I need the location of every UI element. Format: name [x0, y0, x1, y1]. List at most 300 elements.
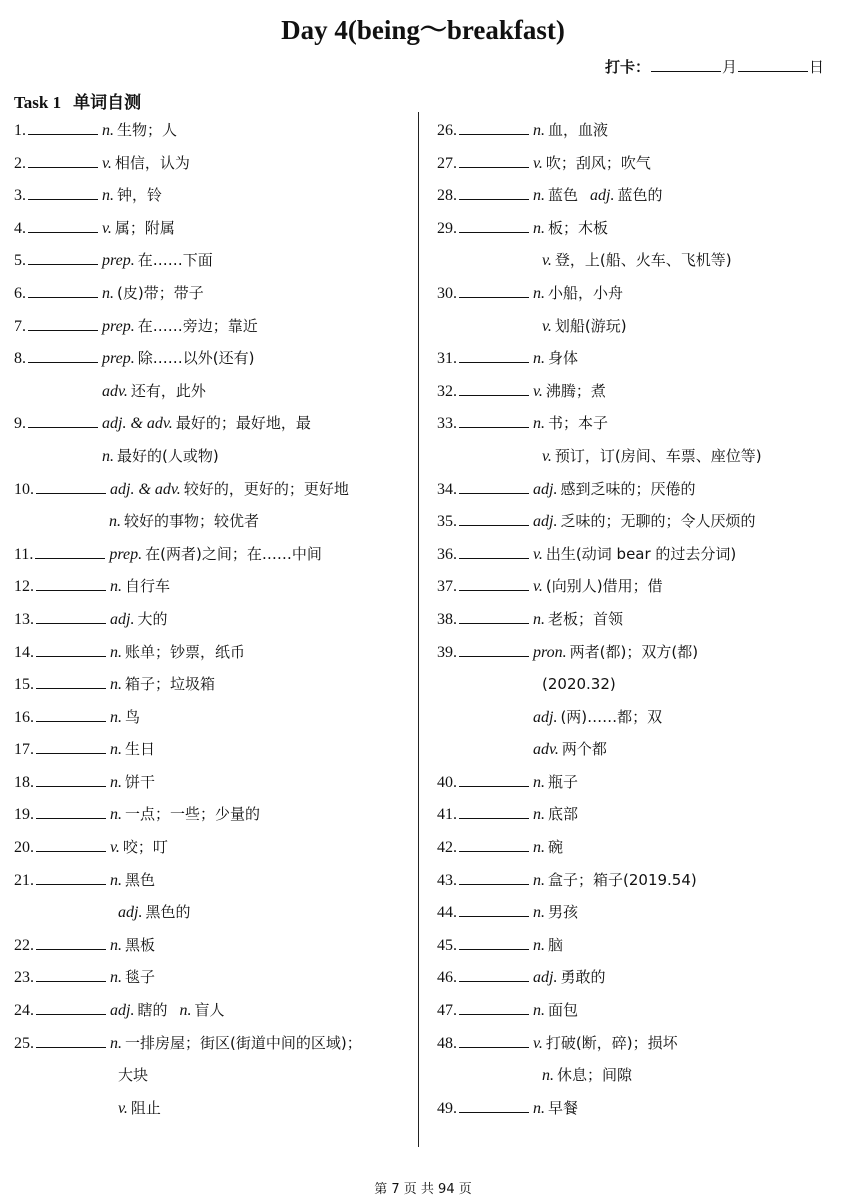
entry-number: 9. — [14, 415, 26, 433]
answer-blank[interactable] — [459, 902, 529, 917]
answer-blank[interactable] — [36, 642, 106, 657]
entry-number: 14. — [14, 643, 34, 661]
word-entry-continuation — [14, 377, 414, 410]
part-of-speech: n. — [533, 871, 545, 889]
part-of-speech: v. — [533, 545, 543, 563]
entry-number: 18. — [14, 773, 34, 791]
definition-text: 登，上(船、火车、飞机等) — [554, 251, 732, 270]
part-of-speech: n. — [533, 773, 545, 791]
definition-text: 一点；一些；少量的 — [125, 805, 261, 824]
definition-text: 男孩 — [548, 903, 579, 922]
part-of-speech: n. — [109, 513, 121, 531]
definition-text: 早餐 — [548, 1098, 579, 1117]
word-entry — [437, 475, 842, 508]
entry-number: 5. — [14, 252, 26, 270]
entry-number: 40. — [437, 773, 457, 791]
part-of-speech: adv. — [102, 382, 128, 400]
word-entry-continuation — [14, 1061, 414, 1094]
part-of-speech: adj. — [533, 513, 558, 531]
definition-text: 蓝色的 — [617, 186, 663, 205]
definition-text: 黑色 — [125, 870, 156, 889]
entry-number: 3. — [14, 187, 26, 205]
answer-blank[interactable] — [459, 1000, 529, 1015]
definition-text: (2020.32) — [542, 675, 616, 694]
answer-blank[interactable] — [36, 739, 106, 754]
definition-text: 大的 — [137, 609, 168, 628]
answer-blank[interactable] — [459, 804, 529, 819]
word-entry — [437, 572, 842, 605]
definition-text: 还有，此外 — [130, 381, 206, 400]
definition-text: 大块 — [118, 1066, 149, 1085]
definition-text: 盲人 — [194, 1001, 225, 1020]
entry-number: 19. — [14, 806, 34, 824]
part-of-speech: adj. & adv. — [110, 480, 181, 498]
definition-text: 除……以外(还有) — [137, 349, 255, 368]
part-of-speech: n. — [533, 219, 545, 237]
answer-blank[interactable] — [28, 283, 98, 298]
word-entry — [437, 540, 842, 573]
word-entry — [437, 898, 842, 931]
answer-blank[interactable] — [459, 283, 529, 298]
part-of-speech: n. — [102, 284, 114, 302]
answer-blank[interactable] — [459, 479, 529, 494]
entry-number: 13. — [14, 610, 34, 628]
entry-number: 1. — [14, 122, 26, 139]
definition-text: 书；本子 — [548, 414, 609, 433]
word-entry — [437, 800, 842, 833]
entry-number: 22. — [14, 936, 34, 954]
answer-blank[interactable] — [459, 413, 529, 428]
part-of-speech: n. — [533, 284, 545, 302]
entry-number: 24. — [14, 1002, 34, 1020]
answer-blank[interactable] — [459, 935, 529, 950]
answer-blank[interactable] — [36, 479, 106, 494]
word-entry — [437, 866, 842, 899]
part-of-speech: n. — [110, 741, 122, 759]
word-entry — [437, 279, 842, 312]
word-entry — [14, 181, 414, 214]
part-of-speech: n. — [533, 839, 545, 857]
definition-text: 账单；钞票，纸币 — [125, 642, 246, 661]
entry-number: 31. — [437, 350, 457, 368]
right-word-column — [437, 116, 842, 1126]
part-of-speech: v. — [533, 154, 543, 172]
part-of-speech: n. — [110, 643, 122, 661]
answer-blank[interactable] — [28, 153, 98, 168]
entry-number: 42. — [437, 839, 457, 857]
part-of-speech: n. — [110, 806, 122, 824]
answer-blank[interactable] — [28, 316, 98, 331]
part-of-speech: prep. — [109, 545, 143, 563]
part-of-speech: adj. — [118, 904, 143, 922]
definition-text: (两)……都；双 — [560, 707, 663, 726]
definition-text: 箱子；垃圾箱 — [125, 675, 216, 694]
word-entry — [437, 963, 842, 996]
check-in-label: 打卡： — [604, 58, 650, 76]
word-entry — [14, 800, 414, 833]
part-of-speech: v. — [102, 219, 112, 237]
entry-number: 17. — [14, 741, 34, 759]
word-entry — [437, 344, 842, 377]
word-entry — [437, 931, 842, 964]
word-entry — [14, 312, 414, 345]
word-entry — [14, 735, 414, 768]
part-of-speech: n. — [533, 187, 545, 205]
entry-number: 41. — [437, 806, 457, 824]
definition-text: 板；木板 — [548, 218, 609, 237]
word-entry — [437, 409, 842, 442]
answer-blank[interactable] — [459, 772, 529, 787]
answer-blank[interactable] — [28, 185, 98, 200]
word-entry-continuation — [437, 735, 842, 768]
part-of-speech: n. — [533, 610, 545, 628]
word-entry — [437, 149, 842, 182]
entry-number: 46. — [437, 969, 457, 987]
page-title: Day 4(being～breakfast) — [281, 15, 565, 45]
word-entry — [14, 833, 414, 866]
word-entry-continuation — [14, 442, 414, 475]
word-entry — [14, 996, 414, 1029]
definition-text: 休息；间隙 — [557, 1066, 633, 1085]
answer-blank[interactable] — [36, 1000, 106, 1015]
part-of-speech: adv. — [533, 741, 559, 759]
word-entry — [437, 605, 842, 638]
part-of-speech: v. — [542, 317, 552, 335]
entry-number: 37. — [437, 578, 457, 596]
entry-number: 4. — [14, 219, 26, 237]
definition-text: 蓝色 — [548, 186, 579, 205]
definition-text: 小船，小舟 — [548, 283, 624, 302]
entry-number: 12. — [14, 578, 34, 596]
word-entry-continuation — [437, 1061, 842, 1094]
entry-number: 48. — [437, 1034, 457, 1052]
word-entry — [14, 638, 414, 671]
entry-number: 8. — [14, 350, 26, 368]
entry-number: 47. — [437, 1002, 457, 1020]
entry-number: 23. — [14, 969, 34, 987]
definition-text: 勇敢的 — [560, 968, 606, 987]
part-of-speech: v. — [533, 382, 543, 400]
definition-text: 两者(都)；双方(都) — [569, 642, 699, 661]
word-entry — [437, 116, 842, 149]
part-of-speech: n. — [533, 904, 545, 922]
answer-blank[interactable] — [36, 674, 106, 689]
part-of-speech: v. — [542, 447, 552, 465]
word-entry — [14, 670, 414, 703]
entry-number: 36. — [437, 545, 457, 563]
word-entry — [14, 475, 414, 508]
answer-blank[interactable] — [36, 609, 106, 624]
definition-text: 饼干 — [125, 772, 156, 791]
entry-number: 20. — [14, 839, 34, 857]
part-of-speech: v. — [102, 154, 112, 172]
entry-number: 28. — [437, 187, 457, 205]
answer-blank[interactable] — [459, 185, 529, 200]
left-word-column — [14, 116, 414, 1126]
word-entry-continuation — [437, 670, 842, 703]
definition-text: 较好的，更好的；更好地 — [183, 479, 349, 498]
definition-text: 在(两者)之间；在……中间 — [145, 544, 322, 563]
definition-text: 最好的；最好地，最 — [175, 414, 311, 433]
entry-number: 49. — [437, 1099, 457, 1117]
word-entry — [437, 833, 842, 866]
task-number: Task 1 — [14, 93, 62, 112]
entry-number: 33. — [437, 415, 457, 433]
part-of-speech: adj. — [110, 610, 135, 628]
definition-text: 盒子；箱子(2019.54) — [548, 870, 697, 889]
definition-text: (向别人)借用；借 — [545, 577, 663, 596]
part-of-speech: n. — [533, 350, 545, 368]
answer-blank[interactable] — [459, 511, 529, 526]
word-entry — [14, 866, 414, 899]
word-entry — [437, 1094, 842, 1127]
month-blank[interactable] — [651, 57, 721, 72]
entry-number: 6. — [14, 284, 26, 302]
answer-blank[interactable] — [459, 1098, 529, 1113]
answer-blank[interactable] — [459, 967, 529, 982]
word-entry — [14, 1029, 414, 1062]
entry-number: 11. — [14, 545, 34, 563]
definition-text: 两个都 — [561, 740, 607, 759]
answer-blank[interactable] — [459, 381, 529, 396]
part-of-speech: v. — [533, 578, 543, 596]
entry-number: 39. — [437, 643, 457, 661]
part-of-speech: adj. — [110, 1002, 135, 1020]
answer-blank[interactable] — [28, 348, 98, 363]
part-of-speech: n. — [110, 708, 122, 726]
word-entry — [14, 279, 414, 312]
word-entry — [437, 996, 842, 1029]
definition-text: 最好的(人或物) — [117, 446, 219, 465]
definition-text: 鸟 — [125, 707, 141, 726]
word-entry — [14, 116, 414, 149]
answer-blank[interactable] — [36, 804, 106, 819]
word-entry-continuation — [14, 898, 414, 931]
word-entry — [437, 181, 842, 214]
month-label: 月 — [721, 58, 737, 76]
page-footer: 第 7 页 共 94 页 — [374, 1182, 472, 1197]
part-of-speech: n. — [110, 936, 122, 954]
answer-blank[interactable] — [459, 153, 529, 168]
part-of-speech: adj. — [533, 708, 558, 726]
definition-text: 面包 — [548, 1001, 579, 1020]
definition-text: 相信，认为 — [114, 153, 190, 172]
definition-text: 钟，铃 — [117, 186, 163, 205]
part-of-speech: v. — [533, 1034, 543, 1052]
part-of-speech: v. — [542, 252, 552, 270]
part-of-speech: n. — [533, 936, 545, 954]
definition-text: 碗 — [548, 838, 564, 857]
definition-text: 脑 — [548, 935, 564, 954]
word-entry — [14, 931, 414, 964]
definition-text: 吹；刮风；吹气 — [545, 153, 651, 172]
entry-number: 10. — [14, 480, 34, 498]
entry-number: 44. — [437, 904, 457, 922]
definition-text: 打破(断，碎)；损坏 — [545, 1033, 678, 1052]
answer-blank[interactable] — [459, 1033, 529, 1048]
task-heading — [14, 88, 141, 113]
part-of-speech: n. — [179, 1002, 192, 1020]
word-entry-continuation — [437, 442, 842, 475]
definition-text: 生物；人 — [117, 121, 178, 139]
definition-text: 较好的事物；较优者 — [124, 512, 260, 531]
part-of-speech: n. — [533, 415, 545, 433]
definition-text: 黑板 — [125, 935, 156, 954]
word-entry — [437, 377, 842, 410]
entry-number: 34. — [437, 480, 457, 498]
entry-number: 30. — [437, 284, 457, 302]
answer-blank[interactable] — [28, 218, 98, 233]
entry-number: 16. — [14, 708, 34, 726]
word-entry — [14, 540, 414, 573]
part-of-speech: v. — [110, 839, 120, 857]
part-of-speech: n. — [542, 1067, 554, 1085]
definition-text: 生日 — [125, 740, 156, 759]
answer-blank[interactable] — [459, 348, 529, 363]
definition-text: 在……旁边；靠近 — [137, 316, 258, 335]
entry-number: 2. — [14, 154, 26, 172]
part-of-speech: adj. — [533, 480, 558, 498]
part-of-speech: n. — [533, 1002, 545, 1020]
definition-text: 毯子 — [125, 968, 156, 987]
definition-text: 一排房屋；街区(街道中间的区域)； — [125, 1033, 362, 1052]
answer-blank[interactable] — [459, 609, 529, 624]
word-entry — [14, 344, 414, 377]
word-entry — [14, 768, 414, 801]
part-of-speech: n. — [533, 806, 545, 824]
answer-blank[interactable] — [36, 967, 106, 982]
answer-blank[interactable] — [36, 576, 106, 591]
entry-number: 15. — [14, 676, 34, 694]
definition-text: 感到乏味的；厌倦的 — [560, 479, 696, 498]
answer-blank[interactable] — [36, 707, 106, 722]
entry-number: 26. — [437, 122, 457, 139]
definition-text: 瓶子 — [548, 772, 579, 791]
part-of-speech: n. — [110, 773, 122, 791]
word-entry-continuation — [437, 246, 842, 279]
task-label: 单词自测 — [73, 93, 142, 113]
word-entry — [437, 507, 842, 540]
part-of-speech: n. — [110, 1034, 122, 1052]
entry-number: 43. — [437, 871, 457, 889]
answer-blank[interactable] — [35, 544, 105, 559]
part-of-speech: n. — [533, 1099, 545, 1117]
word-entry — [437, 1029, 842, 1062]
definition-text: 身体 — [548, 349, 579, 368]
definition-text: 在……下面 — [137, 251, 213, 270]
entry-number: 7. — [14, 317, 26, 335]
entry-number: 45. — [437, 936, 457, 954]
day-label: 日 — [808, 58, 824, 76]
part-of-speech: pron. — [533, 643, 567, 661]
part-of-speech: n. — [110, 676, 122, 694]
answer-blank[interactable] — [36, 772, 106, 787]
answer-blank[interactable] — [28, 250, 98, 265]
word-entry — [14, 703, 414, 736]
answer-blank[interactable] — [28, 413, 98, 428]
answer-blank[interactable] — [459, 837, 529, 852]
part-of-speech: n. — [533, 122, 545, 139]
word-entry — [14, 246, 414, 279]
part-of-speech: prep. — [102, 350, 135, 368]
definition-text: 黑色的 — [145, 903, 191, 922]
word-entry-continuation — [437, 703, 842, 736]
entry-number: 27. — [437, 154, 457, 172]
word-entry — [437, 768, 842, 801]
column-divider — [418, 112, 419, 1147]
answer-blank[interactable] — [459, 218, 529, 233]
answer-blank[interactable] — [36, 870, 106, 885]
word-entry-continuation — [14, 1094, 414, 1127]
answer-blank[interactable] — [459, 544, 529, 559]
answer-blank[interactable] — [28, 120, 98, 135]
answer-blank[interactable] — [459, 870, 529, 885]
word-entry — [14, 149, 414, 182]
part-of-speech: n. — [102, 447, 114, 465]
answer-blank[interactable] — [36, 935, 106, 950]
answer-blank[interactable] — [459, 120, 529, 135]
definition-text: 老板；首领 — [548, 609, 624, 628]
part-of-speech: n. — [110, 969, 122, 987]
definition-text: 属；附属 — [114, 218, 175, 237]
definition-text: 阻止 — [130, 1098, 161, 1117]
definition-text: 底部 — [548, 805, 579, 824]
answer-blank[interactable] — [459, 576, 529, 591]
part-of-speech: prep. — [102, 317, 135, 335]
part-of-speech: n. — [102, 122, 114, 139]
part-of-speech: adj. — [533, 969, 558, 987]
word-entry — [14, 605, 414, 638]
part-of-speech: prep. — [102, 252, 135, 270]
definition-text: 瞎的 — [137, 1001, 168, 1020]
definition-text: 预订，订(房间、车票、座位等) — [554, 446, 762, 465]
answer-blank[interactable] — [36, 1033, 106, 1048]
part-of-speech: adj. & adv. — [102, 415, 173, 433]
entry-number: 21. — [14, 871, 34, 889]
definition-text: (皮)带；带子 — [117, 283, 204, 302]
definition-text: 血，血液 — [548, 121, 609, 139]
answer-blank[interactable] — [459, 642, 529, 657]
word-entry — [14, 214, 414, 247]
definition-text: 咬；叮 — [122, 838, 168, 857]
word-entry — [437, 214, 842, 247]
part-of-speech: n. — [110, 871, 122, 889]
entry-number: 38. — [437, 610, 457, 628]
entry-number: 35. — [437, 513, 457, 531]
definition-text: 划船(游玩) — [554, 316, 627, 335]
definition-text: 沸腾；煮 — [545, 381, 606, 400]
part-of-speech: n. — [102, 187, 114, 205]
answer-blank[interactable] — [36, 837, 106, 852]
part-of-speech: n. — [110, 578, 122, 596]
definition-text: 出生(动词 bear 的过去分词) — [545, 544, 737, 563]
entry-number: 32. — [437, 382, 457, 400]
entry-number: 29. — [437, 219, 457, 237]
day-blank[interactable] — [738, 57, 808, 72]
definition-text: 乏味的；无聊的；令人厌烦的 — [560, 512, 756, 531]
word-entry-continuation — [437, 312, 842, 345]
word-entry — [14, 409, 414, 442]
word-entry-continuation — [14, 507, 414, 540]
word-entry — [437, 638, 842, 671]
part-of-speech: adj. — [590, 187, 615, 205]
definition-text: 自行车 — [125, 577, 171, 596]
entry-number: 25. — [14, 1034, 34, 1052]
part-of-speech: v. — [118, 1099, 128, 1117]
word-entry — [14, 963, 414, 996]
check-in-line — [605, 56, 824, 77]
word-entry — [14, 572, 414, 605]
